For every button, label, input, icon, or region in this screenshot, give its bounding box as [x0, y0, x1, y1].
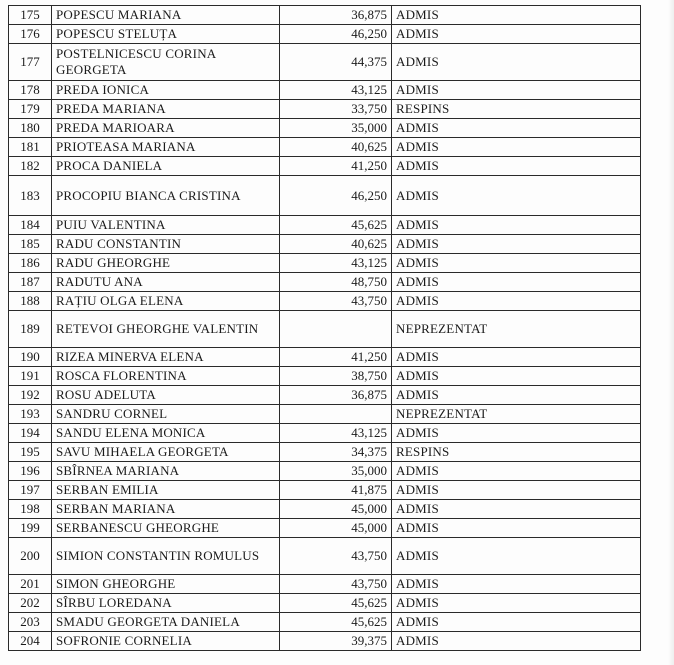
- row-number-cell: 194: [9, 424, 52, 443]
- candidate-name-cell: SANDU ELENA MONICA: [52, 424, 280, 443]
- result-status-cell: ADMIS: [392, 25, 641, 44]
- table-row: [9, 100, 641, 119]
- result-status-cell: ADMIS: [392, 367, 641, 386]
- candidate-name-cell: RIZEA MINERVA ELENA: [52, 348, 280, 367]
- score-cell: 39,375: [280, 632, 392, 651]
- candidate-name-cell: PUIU VALENTINA: [52, 216, 280, 235]
- score-cell: 43,750: [280, 575, 392, 594]
- candidate-name-cell: RAȚIU OLGA ELENA: [52, 292, 280, 311]
- row-number-cell: 184: [9, 216, 52, 235]
- candidate-name-cell: SBÎRNEA MARIANA: [52, 462, 280, 481]
- score-cell: 40,625: [280, 235, 392, 254]
- table-row: [9, 292, 641, 311]
- score-cell: 40,625: [280, 138, 392, 157]
- result-status-cell: ADMIS: [392, 500, 641, 519]
- result-status-cell: RESPINS: [392, 443, 641, 462]
- table-row: [9, 216, 641, 235]
- table-row: [9, 462, 641, 481]
- result-status-cell: ADMIS: [392, 235, 641, 254]
- table-row: [9, 386, 641, 405]
- row-number-cell: 192: [9, 386, 52, 405]
- candidate-name-cell: SMADU GEORGETA DANIELA: [52, 613, 280, 632]
- score-cell: 46,250: [280, 176, 392, 216]
- row-number-cell: 185: [9, 235, 52, 254]
- candidate-name-cell: ROSCA FLORENTINA: [52, 367, 280, 386]
- table-row: [9, 138, 641, 157]
- candidate-name-cell: RADUTU ANA: [52, 273, 280, 292]
- score-cell: [280, 405, 392, 424]
- result-status-cell: ADMIS: [392, 424, 641, 443]
- candidate-name-cell: PRIOTEASA MARIANA: [52, 138, 280, 157]
- candidate-name-cell: RADU CONSTANTIN: [52, 235, 280, 254]
- score-cell: 43,125: [280, 424, 392, 443]
- candidate-name-cell: SOFRONIE CORNELIA: [52, 632, 280, 651]
- score-cell: 41,875: [280, 481, 392, 500]
- candidate-name-cell: RETEVOI GHEORGHE VALENTIN: [52, 311, 280, 348]
- result-status-cell: ADMIS: [392, 81, 641, 100]
- row-number-cell: 200: [9, 538, 52, 575]
- row-number-cell: 175: [9, 6, 52, 25]
- result-status-cell: ADMIS: [392, 632, 641, 651]
- result-status-cell: ADMIS: [392, 519, 641, 538]
- candidate-name-cell: SERBAN EMILIA: [52, 481, 280, 500]
- row-number-cell: 181: [9, 138, 52, 157]
- row-number-cell: 186: [9, 254, 52, 273]
- row-number-cell: 183: [9, 176, 52, 216]
- candidate-name-cell: SÎRBU LOREDANA: [52, 594, 280, 613]
- score-cell: 41,250: [280, 348, 392, 367]
- candidate-name-cell: PROCA DANIELA: [52, 157, 280, 176]
- score-cell: 45,625: [280, 613, 392, 632]
- row-number-cell: 180: [9, 119, 52, 138]
- row-number-cell: 187: [9, 273, 52, 292]
- candidate-name-cell: PREDA MARIANA: [52, 100, 280, 119]
- candidate-name-cell: SAVU MIHAELA GEORGETA: [52, 443, 280, 462]
- result-status-cell: ADMIS: [392, 6, 641, 25]
- score-cell: 35,000: [280, 119, 392, 138]
- candidate-name-cell: SERBANESCU GHEORGHE: [52, 519, 280, 538]
- result-status-cell: NEPREZENTAT: [392, 311, 641, 348]
- score-cell: 45,000: [280, 519, 392, 538]
- score-cell: 41,250: [280, 157, 392, 176]
- score-cell: 48,750: [280, 273, 392, 292]
- table-row: [9, 613, 641, 632]
- table-row: [9, 176, 641, 216]
- row-number-cell: 195: [9, 443, 52, 462]
- score-cell: 45,625: [280, 594, 392, 613]
- score-cell: 34,375: [280, 443, 392, 462]
- candidate-name-cell: PREDA MARIOARA: [52, 119, 280, 138]
- table-row: [9, 632, 641, 651]
- candidate-name-cell: ROSU ADELUTA: [52, 386, 280, 405]
- row-number-cell: 201: [9, 575, 52, 594]
- row-number-cell: 179: [9, 100, 52, 119]
- row-number-cell: 178: [9, 81, 52, 100]
- table-row: [9, 44, 641, 81]
- result-status-cell: NEPREZENTAT: [392, 405, 641, 424]
- row-number-cell: 182: [9, 157, 52, 176]
- table-row: [9, 424, 641, 443]
- candidate-name-cell: SIMON GHEORGHE: [52, 575, 280, 594]
- page-edge-shadow: [668, 0, 674, 665]
- table-row: [9, 273, 641, 292]
- result-status-cell: ADMIS: [392, 157, 641, 176]
- row-number-cell: 189: [9, 311, 52, 348]
- result-status-cell: ADMIS: [392, 594, 641, 613]
- row-number-cell: 188: [9, 292, 52, 311]
- score-cell: 36,875: [280, 6, 392, 25]
- result-status-cell: ADMIS: [392, 386, 641, 405]
- row-number-cell: 176: [9, 25, 52, 44]
- score-cell: 46,250: [280, 25, 392, 44]
- table-row: [9, 481, 641, 500]
- result-status-cell: ADMIS: [392, 254, 641, 273]
- score-cell: 45,000: [280, 500, 392, 519]
- row-number-cell: 199: [9, 519, 52, 538]
- row-number-cell: 193: [9, 405, 52, 424]
- table-row: [9, 254, 641, 273]
- table-row: [9, 235, 641, 254]
- result-status-cell: ADMIS: [392, 119, 641, 138]
- table-row: [9, 157, 641, 176]
- row-number-cell: 190: [9, 348, 52, 367]
- table-row: [9, 6, 641, 25]
- table-row: [9, 348, 641, 367]
- candidate-name-cell: POSTELNICESCU CORINA GEORGETA: [52, 44, 280, 81]
- table-row: [9, 538, 641, 575]
- row-number-cell: 177: [9, 44, 52, 81]
- results-table-body: [9, 6, 641, 651]
- result-status-cell: ADMIS: [392, 44, 641, 81]
- result-status-cell: ADMIS: [392, 273, 641, 292]
- result-status-cell: ADMIS: [392, 538, 641, 575]
- score-cell: 44,375: [280, 44, 392, 81]
- score-cell: 35,000: [280, 462, 392, 481]
- table-row: [9, 311, 641, 348]
- score-cell: 33,750: [280, 100, 392, 119]
- row-number-cell: 204: [9, 632, 52, 651]
- table-row: [9, 25, 641, 44]
- result-status-cell: ADMIS: [392, 575, 641, 594]
- table-row: [9, 81, 641, 100]
- score-cell: 43,750: [280, 292, 392, 311]
- result-status-cell: ADMIS: [392, 138, 641, 157]
- candidate-name-cell: PREDA IONICA: [52, 81, 280, 100]
- candidate-name-cell: SANDRU CORNEL: [52, 405, 280, 424]
- table-row: [9, 594, 641, 613]
- row-number-cell: 197: [9, 481, 52, 500]
- candidate-name-cell: POPESCU STELUȚA: [52, 25, 280, 44]
- result-status-cell: ADMIS: [392, 292, 641, 311]
- candidate-name-cell: POPESCU MARIANA: [52, 6, 280, 25]
- score-cell: 43,750: [280, 538, 392, 575]
- result-status-cell: ADMIS: [392, 481, 641, 500]
- result-status-cell: RESPINS: [392, 100, 641, 119]
- score-cell: 45,625: [280, 216, 392, 235]
- score-cell: [280, 311, 392, 348]
- result-status-cell: ADMIS: [392, 462, 641, 481]
- table-row: [9, 405, 641, 424]
- result-status-cell: ADMIS: [392, 176, 641, 216]
- table-row: [9, 443, 641, 462]
- score-cell: 36,875: [280, 386, 392, 405]
- table-row: [9, 575, 641, 594]
- row-number-cell: 191: [9, 367, 52, 386]
- candidate-name-cell: RADU GHEORGHE: [52, 254, 280, 273]
- score-cell: 43,125: [280, 254, 392, 273]
- result-status-cell: ADMIS: [392, 613, 641, 632]
- results-table: [8, 5, 641, 651]
- score-cell: 38,750: [280, 367, 392, 386]
- result-status-cell: ADMIS: [392, 348, 641, 367]
- table-row: [9, 119, 641, 138]
- candidate-name-cell: PROCOPIU BIANCA CRISTINA: [52, 176, 280, 216]
- row-number-cell: 202: [9, 594, 52, 613]
- row-number-cell: 196: [9, 462, 52, 481]
- table-row: [9, 519, 641, 538]
- result-status-cell: ADMIS: [392, 216, 641, 235]
- row-number-cell: 203: [9, 613, 52, 632]
- candidate-name-cell: SERBAN MARIANA: [52, 500, 280, 519]
- table-row: [9, 500, 641, 519]
- row-number-cell: 198: [9, 500, 52, 519]
- score-cell: 43,125: [280, 81, 392, 100]
- candidate-name-cell: SIMION CONSTANTIN ROMULUS: [52, 538, 280, 575]
- table-row: [9, 367, 641, 386]
